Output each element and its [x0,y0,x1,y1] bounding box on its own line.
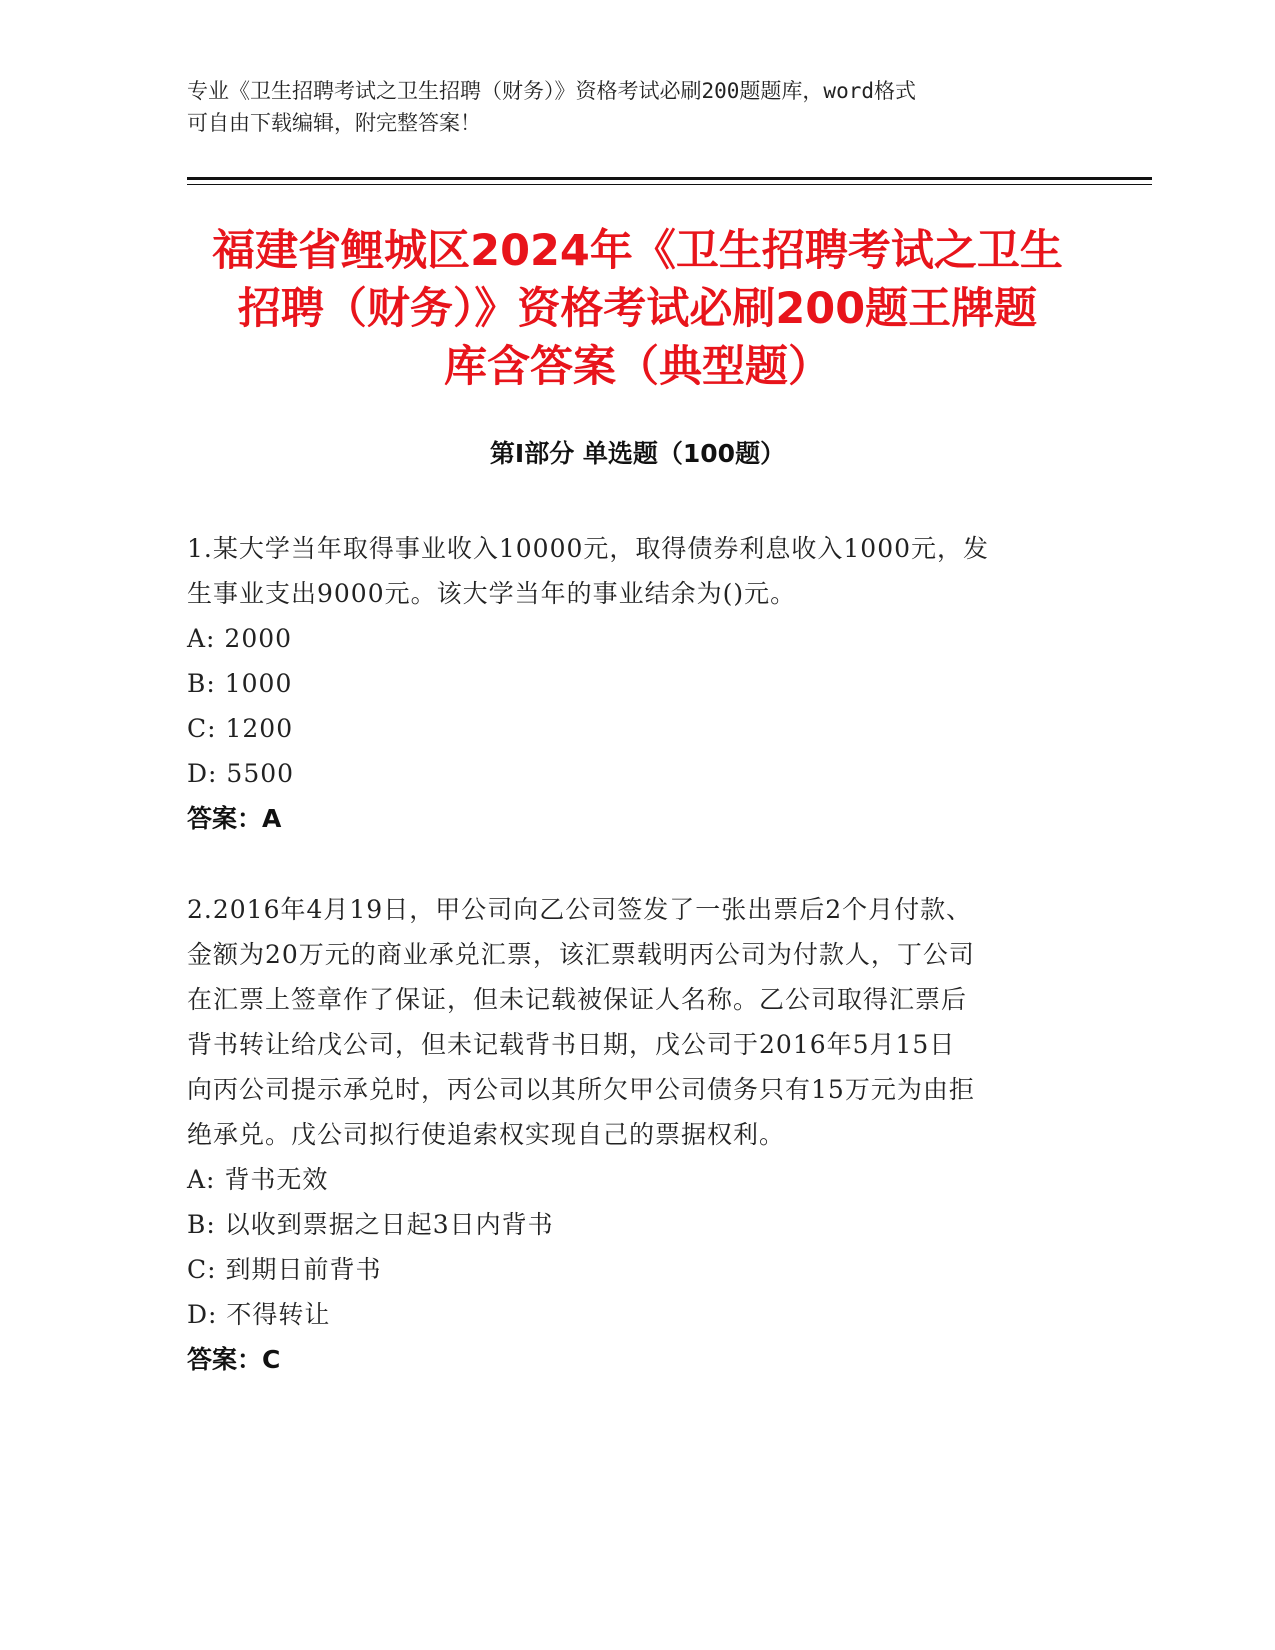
header-note-line: 可自由下载编辑，附完整答案！ [187,111,481,135]
option-list [187,1157,1067,1337]
answer-label: 答案：C [187,1345,281,1374]
title-line: 招聘（财务）》资格考试必刷200题王牌题 [237,284,1038,334]
section-title: 第Ⅰ部分 单选题（100题） [489,439,786,468]
title-line: 福建省鲤城区2024年《卫生招聘考试之卫生 [212,226,1063,276]
option-a: A: 2000 [187,624,293,653]
option-d: D: 5500 [187,759,295,788]
document-title [170,222,1105,396]
question-stem-line: 2.2016年4月19日，甲公司向乙公司签发了一张出票后2个月付款、 [187,895,973,924]
option-a: A: 背书无效 [187,1165,329,1194]
question-stem-line: 背书转让给戊公司，但未记载背书日期，戊公司于2016年5月15日 [187,1030,956,1059]
option-b: B: 1000 [187,669,293,698]
option-list [187,616,1067,796]
question-stem-line: 1.某大学当年取得事业收入10000元，取得债券利息收入1000元，发 [187,534,990,563]
option-c: C: 到期日前背书 [187,1255,382,1284]
option-b: B: 以收到票据之日起3日内背书 [187,1210,554,1239]
question-stem [187,526,1067,616]
question-stem-line: 向丙公司提示承兑时，丙公司以其所欠甲公司债务只有15万元为由拒 [187,1075,975,1104]
option-d: D: 不得转让 [187,1300,331,1329]
option-c: C: 1200 [187,714,294,743]
question-block [187,526,1067,841]
header-divider-thick [187,177,1152,180]
header-note-line: 专业《卫生招聘考试之卫生招聘（财务）》资格考试必刷200题题库，word格式 [187,79,916,103]
question-block [187,887,1067,1382]
header-divider-thin [187,184,1152,185]
question-stem-line: 金额为20万元的商业承兑汇票，该汇票载明丙公司为付款人，丁公司 [187,940,975,969]
title-line: 库含答案（典型题） [444,342,831,392]
question-stem-line: 在汇票上签章作了保证，但未记载被保证人名称。乙公司取得汇票后 [187,985,968,1014]
header-note [187,75,1067,139]
question-stem-line: 生事业支出9000元。该大学当年的事业结余为()元。 [187,579,797,608]
question-stem [187,887,1067,1157]
answer-label: 答案：A [187,804,282,833]
question-stem-line: 绝承兑。戊公司拟行使追索权实现自己的票据权利。 [187,1120,786,1149]
